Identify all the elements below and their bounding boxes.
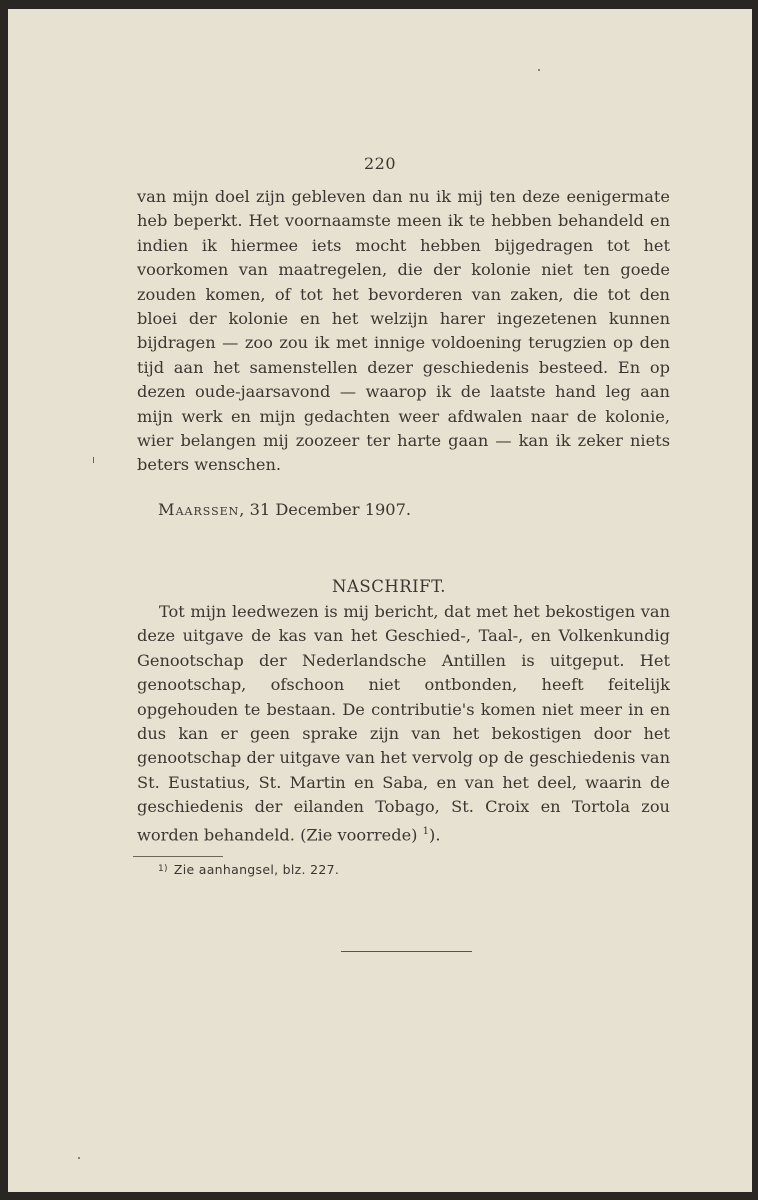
postscript-heading: NASCHRIFT. xyxy=(332,577,446,596)
signature-place: Maarssen xyxy=(158,500,240,519)
end-rule xyxy=(341,951,472,952)
signature-line xyxy=(158,498,411,522)
page-number: 220 xyxy=(363,154,397,173)
book-page xyxy=(8,9,752,1192)
footnote-reference: 1 xyxy=(422,825,430,837)
paper-speck xyxy=(78,1157,80,1159)
footnote-divider xyxy=(133,856,223,857)
paper-speck xyxy=(538,69,540,71)
footnote-mark: 1) xyxy=(158,864,168,874)
footnote xyxy=(158,860,339,879)
main-paragraph-text: van mijn doel zijn gebleven dan nu ik mij ten deze eenigermate heb beperkt. Het voornaamste meen ik te hebben behandeld en indien ik hiermee iets mocht hebben bijgedragen tot het voorkomen van maatregelen, die der kolonie niet ten goede zouden komen, of tot het bevorderen van zaken, die tot den bloei der kolonie en het welzijn harer ingezetenen kunnen bijdragen — zoo zou ik met innige voldoening terugzien op den tijd aan het samenstellen dezer geschiedenis besteed. En op dezen oude-jaarsavond — waarop ik de laatste hand leg aan mijn werk en mijn gedachten weer afdwalen naar de kolonie, wier belangen mij zoozeer ter harte gaan — kan ik zeker niets beters wenschen. xyxy=(137,187,670,475)
paper-speck xyxy=(93,457,94,463)
postscript-paragraph xyxy=(137,600,670,847)
footnote-text: Zie aanhangsel, blz. 227. xyxy=(173,862,340,877)
signature-date: , 31 December 1907. xyxy=(239,500,412,519)
postscript-text: Tot mijn leedwezen is mij bericht, dat met het bekostigen van deze uitgave de kas van het Geschied-, Taal-, en Volkenkundig Genootschap der Nederlandsche Antillen is uitgeput. Het genootschap, ofschoon niet ontbonden, heeft feitelijk opgehouden te bestaan. De contributie's komen niet meer in en dus kan er geen sprake zijn van het bekostigen door het genootschap der uitgave van het vervolg op de geschiedenis van St. Eustatius, St. Martin en Saba, en van het deel, waarin de geschiedenis der eilanden Tobago, St. Croix en Tortola zou worden behandeld. (Zie voorrede) xyxy=(137,602,670,845)
main-paragraph xyxy=(137,185,670,478)
postscript-paragraph-body xyxy=(137,600,670,847)
postscript-closing: ). xyxy=(429,825,441,845)
